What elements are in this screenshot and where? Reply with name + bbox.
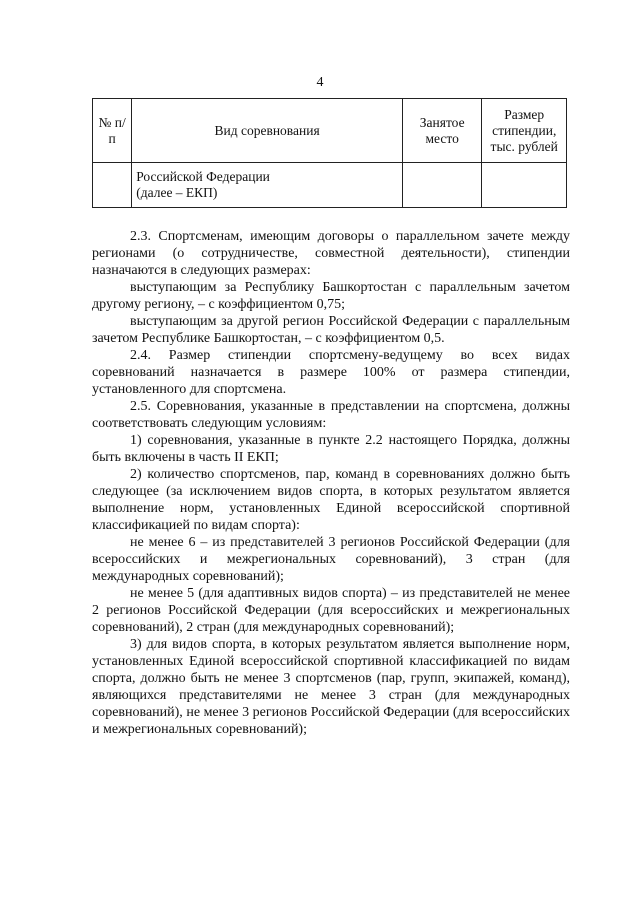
- cell-competition-type-line1: Российской Федерации: [136, 169, 270, 184]
- cell-competition-type-line2: (далее – ЕКП): [136, 185, 218, 200]
- paragraph-condition-3: 3) для видов спорта, в которых результатом является выполнение норм, установленных Единой всероссийской спортивной классификацией по видам спорта, должно быть не менее 3 спортсменов (пар, групп, экипажей, команд), являющихся представителями не менее 3 стран (для международных соревнований), не менее 3 регионов Российской Федерации (для всероссийских и межрегиональных соревнований);: [92, 637, 570, 737]
- paragraph-min-6: не менее 6 – из представителей 3 регионов Российской Федерации (для всероссийских и межрегиональных соревнований), 3 стран (для международных соревнований);: [92, 535, 570, 584]
- cell-number: [93, 163, 132, 208]
- paragraph-2-5: 2.5. Соревнования, указанные в представлении на спортсмена, должны соответствовать следующим условиям:: [92, 399, 570, 431]
- header-place: Занятое место: [402, 99, 482, 163]
- table-row: [93, 163, 567, 208]
- paragraph-2-3: 2.3. Спортсменам, имеющим договоры о параллельном зачете между регионами (о сотрудничестве, совместной деятельности), стипендии назначаются в следующих размерах:: [92, 229, 570, 278]
- document-body: [92, 228, 570, 738]
- paragraph-min-5: не менее 5 (для адаптивных видов спорта) – из представителей не менее 2 регионов Российской Федерации (для всероссийских и межрегиональных соревнований), 2 стран (для международных соревнований);: [92, 586, 570, 635]
- header-number: № п/п: [93, 99, 132, 163]
- header-competition-type: Вид соревнования: [132, 99, 403, 163]
- cell-place: [402, 163, 482, 208]
- cell-amount: [482, 163, 567, 208]
- paragraph-condition-1: 1) соревнования, указанные в пункте 2.2 настоящего Порядка, должны быть включены в часть II ЕКП;: [92, 433, 570, 465]
- cell-competition-type: [132, 163, 403, 208]
- paragraph-coef-075: выступающим за Республику Башкортостан с параллельным зачетом другому региону, – с коэффициентом 0,75;: [92, 280, 570, 312]
- page-number: 4: [316, 75, 324, 90]
- paragraph-condition-2: 2) количество спортсменов, пар, команд в соревнованиях должно быть следующее (за исключением видов спорта, в которых результатом является выполнение норм, установленных Единой всероссийской спортивной классификацией по видам спорта):: [92, 467, 570, 533]
- paragraph-2-4: 2.4. Размер стипендии спортсмену-ведущему во всех видах соревнований назначается в размере 100% от размера стипендии, установленного для спортсмена.: [92, 348, 570, 397]
- header-stipend-amount: Размер стипендии, тыс. рублей: [482, 99, 567, 163]
- table-header-row: [93, 99, 567, 163]
- paragraph-coef-05: выступающим за другой регион Российской Федерации с параллельным зачетом Республике Башкортостан, – с коэффициентом 0,5.: [92, 314, 570, 346]
- stipend-table: [92, 98, 567, 208]
